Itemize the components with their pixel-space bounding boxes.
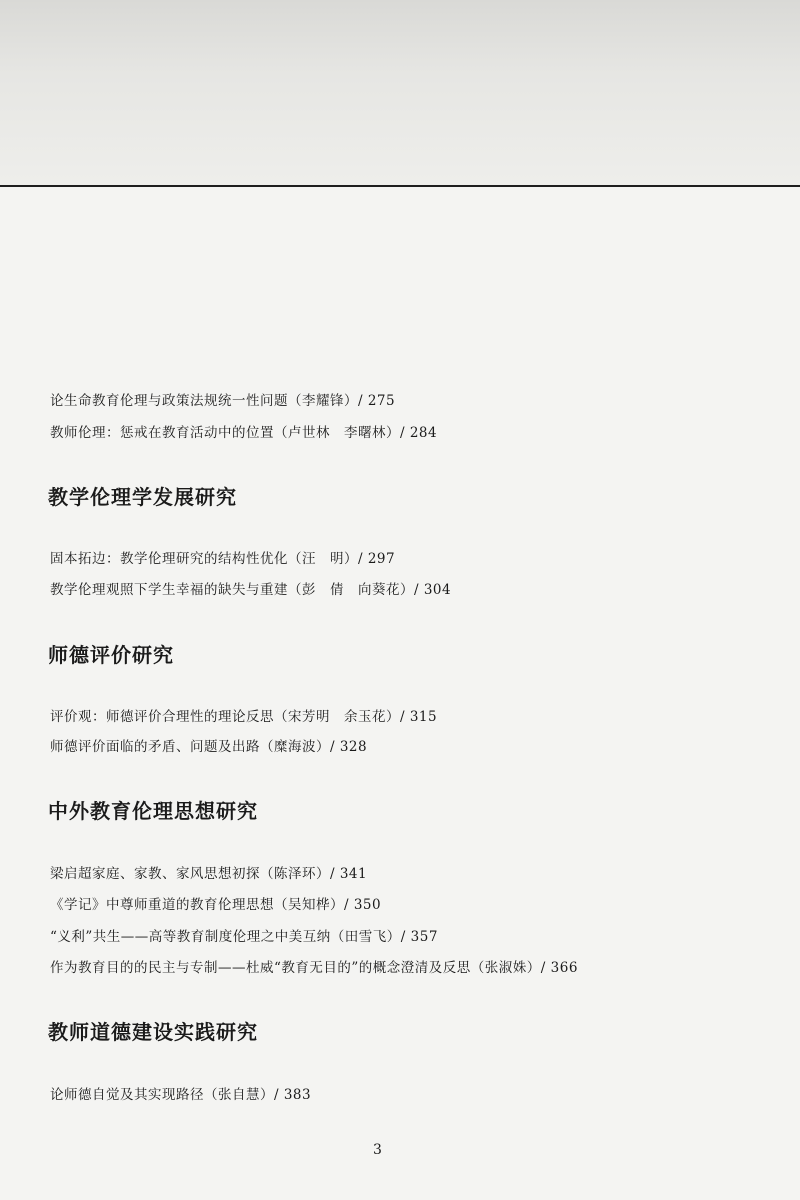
section-heading: 师德评价研究 [48, 643, 174, 667]
section-heading: 教师道德建设实践研究 [48, 1020, 258, 1044]
page-number: 3 [373, 1142, 382, 1158]
scan-header-shadow [0, 0, 800, 185]
toc-entry[interactable]: 师德评价面临的矛盾、问题及出路（糜海波）/ 328 [50, 739, 368, 755]
toc-entry[interactable]: 固本拓边：教学伦理研究的结构性优化（汪 明）/ 297 [50, 551, 396, 567]
toc-entry[interactable]: “义利”共生——高等教育制度伦理之中美互纳（田雪飞）/ 357 [50, 929, 438, 945]
toc-entry[interactable]: 作为教育目的的民主与专制——杜威“教育无目的”的概念澄清及反思（张淑姝）/ 366 [50, 960, 578, 976]
toc-entry[interactable]: 《学记》中尊师重道的教育伦理思想（吴知桦）/ 350 [50, 897, 382, 913]
section-heading: 教学伦理学发展研究 [48, 485, 237, 509]
toc-entry[interactable]: 论生命教育伦理与政策法规统一性问题（李耀锋）/ 275 [50, 393, 396, 409]
toc-entry[interactable]: 论师德自觉及其实现路径（张自慧）/ 383 [50, 1087, 312, 1103]
toc-entry[interactable]: 梁启超家庭、家教、家风思想初探（陈泽环）/ 341 [50, 866, 368, 882]
toc-entry[interactable]: 评价观：师德评价合理性的理论反思（宋芳明 余玉花）/ 315 [50, 709, 438, 725]
toc-entry[interactable]: 教学伦理观照下学生幸福的缺失与重建（彭 倩 向葵花）/ 304 [50, 582, 452, 598]
toc-entry[interactable]: 教师伦理：惩戒在教育活动中的位置（卢世林 李曙林）/ 284 [50, 425, 438, 441]
section-heading: 中外教育伦理思想研究 [48, 799, 258, 823]
header-rule [0, 185, 800, 187]
